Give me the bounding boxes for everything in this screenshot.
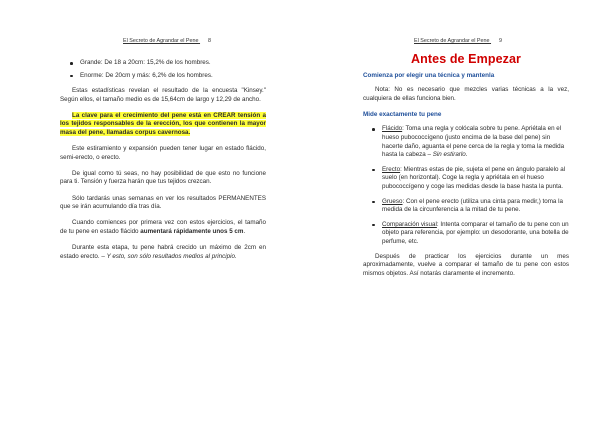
- measure-text-girth: : Con el pene erecto (utiliza una cinta para medir,) toma la medida de la circunferencia a la mitad de tu pene.: [382, 197, 564, 214]
- erect-growth-italic: Y esto, son sólo resultados medios al principio.: [106, 252, 237, 260]
- measure-text-erect: : Mientras estas de pie, sujeta el pene en ángulo paralelo al suelo (en horizontal). Coge la regla y apriétala en el hueso pubococcígeno y coge las medidas desde la base hasta la punta.: [382, 165, 566, 191]
- erect-growth-text: Durante esta etapa, tu pene habrá crecido un máximo de 2cm en estado erecto. –: [60, 243, 266, 260]
- measure-text-flaccid: : Toma una regla y colócala sobre tu pene. Apriétala en el hueso pubococcígeno (justo encima de la base del pene) sin hacerte daño, aguanta el pene cerca de la regla y toma la medida hasta la cabeza –: [382, 125, 565, 159]
- measure-text-visual: : Intenta comparar el tamaño de tu pene con un objeto para referencia, por ejemplo: un desodorante, una botella de perfume, etc.: [382, 220, 569, 245]
- left-page-number: 8: [208, 38, 212, 44]
- paragraph-results: Sólo tardarás unas semanas en ver los resultados PERMANENTES que se irán acumulando día tras día.: [60, 194, 266, 211]
- right-page-number: 9: [499, 38, 503, 44]
- paragraph-erect-growth: [60, 244, 266, 261]
- size-bullet-list: [60, 59, 266, 80]
- measure-item-erect: [363, 166, 569, 192]
- flaccid-growth-end: .: [243, 227, 246, 235]
- right-page-header: [414, 38, 502, 44]
- paragraph-key-highlight: [60, 112, 266, 138]
- measure-item-visual: [363, 221, 569, 247]
- measure-list: [363, 125, 569, 246]
- left-page-header: [123, 38, 211, 44]
- paragraph-note: Nota: No es necesario que mezcles varias técnicas a la vez, cualquiera de ellas funciona bien.: [363, 86, 569, 102]
- measure-em-flaccid: Sin estirarlo.: [431, 151, 468, 159]
- subheading-choose-technique: Comienza por elegir una técnica y mantenla: [363, 71, 495, 79]
- measure-term-erect: Erecto: [382, 165, 401, 173]
- paragraph-final: Después de practicar los ejercicios durante un mes aproximadamente, vuelve a comparar el tamaño de tu pene con estos mismos objetos. Así notarás claramente el incremento.: [363, 252, 569, 277]
- paragraph-statistics: Estas estadísticas revelan el resultado de la encuesta "Kinsey." Según ellos, el tamaño medio es de 15,64cm de largo y 12,29 de ancho.: [60, 87, 266, 103]
- paragraph-flaccid-growth: [60, 219, 266, 236]
- bullet-enorme: Enorme: De 20cm y más: 6,2% de los hombres.: [60, 72, 266, 81]
- flaccid-growth-bold: aumentará rápidamente unos 5 cm: [140, 227, 244, 235]
- right-page: [300, 0, 600, 424]
- right-header-title: El Secreto de Agrandar el Pene: [414, 38, 490, 44]
- measure-term-girth: Grueso: [382, 197, 403, 205]
- measure-item-flaccid: [363, 125, 569, 159]
- subheading-measure: Mide exactamente tu pene: [363, 110, 442, 118]
- measure-item-girth: [363, 198, 569, 215]
- flaccid-growth-text: Cuando comiences por primera vez con estos ejercicios, el tamaño de tu pene en estado flácido: [60, 219, 266, 235]
- measure-term-visual: Comparación visual: [382, 220, 437, 228]
- left-header-title: El Secreto de Agrandar el Pene: [123, 38, 199, 44]
- left-body: [60, 59, 266, 269]
- highlighted-text: La clave para el crecimiento del pene está en CREAR tensión a los tejidos responsables de la erección, los que contienen la mayor masa del pene, llamadas corpus cavernosa.: [60, 111, 266, 137]
- measure-term-flaccid: Flácido: [382, 125, 403, 133]
- paragraph-stretching: Este estiramiento y expansión pueden tener lugar en estado flácido, semi-erecto, o erecto.: [60, 145, 266, 161]
- paragraph-tension: De igual como tú seas, no hay posibilidad de que esto no funcione para ti. Tensión y fuerza harán que tus tejidos crezcan.: [60, 169, 266, 186]
- right-body: [363, 52, 569, 286]
- bullet-grande: Grande: De 18 a 20cm: 15,2% de los hombres.: [60, 59, 266, 68]
- page-title: Antes de Empezar: [411, 52, 521, 66]
